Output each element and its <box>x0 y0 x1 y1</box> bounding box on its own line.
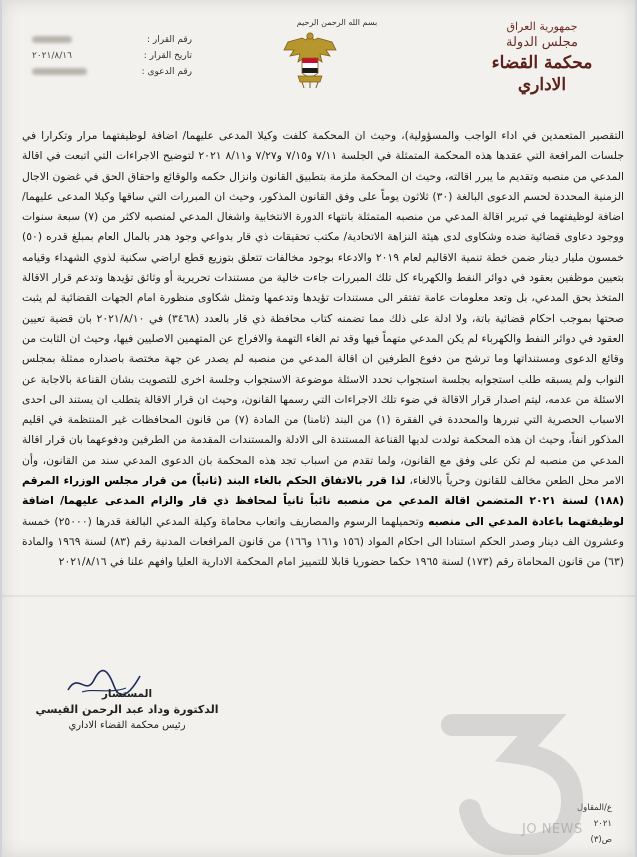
case-number-row <box>32 64 192 80</box>
ruling-text-closing: وتحميلهما الرسوم والمصاريف واتعاب محاماة وكيلة المدعي البالغة قدرها (٢٥٠٠٠) خمسة وعشرون الف دينار وصدر الحكم استنادا الى احكام المواد (١٥٦ و١٦١ و١٦٦) من قانون المرافعات المدنية رقم (٨٣) لسنة ١٩٦٩ والمادة (٦٣) من قانون المحاماة رقم (١٧٣) لسنة ١٩٦٥ حكما حضوريا قابلا للتمييز امام المحكمة الادارية العليا وافهم علنا في ٢٠٢١/٨/١٦ <box>22 514 624 569</box>
footer-ref: ع/المقاول <box>577 803 612 813</box>
paper-fold <box>2 595 635 597</box>
document-page <box>2 0 635 857</box>
page-number: ص(٣) <box>590 835 612 845</box>
basmala: بسم الله الرحمن الرحيم <box>296 18 378 27</box>
signatory-position: رئيس محكمة القضاء الاداري <box>68 720 186 731</box>
footer-year: ٢٠٢١ <box>593 819 612 829</box>
decision-date-value: ٢٠٢١/٨/١٦ <box>32 51 72 61</box>
court-header <box>467 20 617 96</box>
org-line-2: مجلس الدولة <box>506 35 578 50</box>
ruling-body <box>22 126 624 573</box>
signature-block <box>32 686 222 734</box>
org-line-3: محكمة القضاء الاداري <box>491 53 593 95</box>
decision-meta <box>32 32 192 80</box>
org-line-1: جمهورية العراق <box>506 20 578 33</box>
decision-number-value <box>32 32 117 48</box>
signatory-name: الدكتورة وداد عبد الرحمن القيسي <box>35 703 219 716</box>
watermark-text: JO NEWS <box>522 822 583 837</box>
ruling-text-intro: التقصير المتعمدين في اداء الواجب والمسؤولية)، وحيث ان المحكمة كلفت وكيلا المدعى عليهما/ اضافة لوظيفتهما مرار وتكرارا في جلسات المرافعة التي عقدها هذه المحكمة المتمثلة في الجلسة ٧/١١ و٧/١٥ و٧/٢٧ و٨/١١ ٢٠٢١ لتوضيح الاجراءات التي اتبعت في اقالة المدعي من منصبه وتقديم ما يبرر اقالته، وحيث ان المحكمة ملزمة بتطبيق القانون وانزال حكمه والوقائع واحقاق الحق في غضون الاجال الزمنية المحددة لحسم الدعوى البالغة (٣٠) ثلاثون يوماً على وفق القانون المذكور، وحيث ان المبررات التي ساقها وكيلا المدعى عليهما/ اضافة لوظيفتهما في تبرير اقالة المدعي من منصبه المتمثلة بانتهاء الدورة الانتخابية واشغال المدعي لمنصبه لاكثر من (٧) سبعة سنوات ووجود دعاوى قضائية ضده وشكاوى لدى هيئة النزاهة الاتحادية/ مكتب تحقيقات ذي قار بدواعي وجود هدر بالمال العام بمبلغ قدره (٥٠) خمسون مليار دينار ضمن خطة تنمية الاقاليم لعام ٢٠١٩ والادعاء بوجود مخالفات تتعلق بتوزيع قطع اراضي سكنية لذوي الشهداء وقيامه بتعيين موظفين بعقود في دوائر النفط والكهرباء كل تلك المبررات جاءت خالية من مستندات تحريرية أو وثائق تؤيدها وتدعم قرار الاقالة المتخذ بحق المدعي، بل وتعد معلومات عامة تفتقر الى مستندات تؤيدها وتدعمها وتمثل شكاوى منظورة امام الجهات القضائية لم يثبت صحتها بموجب احكام قضائية باتة، ولا ادلة على ذلك مما تضمنه كتاب محافظة ذي قار بالعدد (٣٤٦٨) في ٢٠٢١/٨/١٠ بان قضية تعيين العقود في دوائر النفط والكهرباء لم يكن المدعي متهماً فيها وقد تم الغاء التهمة والافراج عن المتهمين الاصليين فيها، وحيث ان الثابت من وقائع الدعوى ومستنداتها وما ترشح من دفوع الطرفين ان اقالة المدعي من منصبه لم يصدر عن جهة مختصة باصداره ممثلة بمجلس النواب ولم يسبقه طلب استجوابه بجلسة استجواب تحدد الاسئلة موضوعة الاستجواب وجلسة اخرى للتصويت بشان القناعة بالاجابة عن الاسئلة من عدمه، ليتم اصدار قرار الاقالة في ضوء تلك الاجراءات التي رسمها القانون، وحيث ان قرار الاقالة يتطلب ان يستند الى احدى الاسباب الحصرية التي تبررها والمحددة في الفقرة (١) من البند (ثامنا) من المادة (٧) من قانون المحافظات غير المنتظمة في اقليم المذكور انفاً، وحيث ان هذه المحكمة تولدت لديها القناعة المستندة الى الادلة والمستندات المقدمة من الطرفين ودفوعهما بان قرار اقالة المدعي من منصبه لم تكن على وفق مع القانون، ولما تقدم من اسباب تجد هذه المحكمة بان الدعوى المدعي سند من القانون، وأن الامر محل الطعن مخالف للقانون وحرياً بالالغاء، <box>22 129 625 488</box>
case-number-value <box>32 64 117 80</box>
signatory-title: المستشار <box>101 688 153 700</box>
decision-date-label: تاريخ القرار : <box>143 51 192 61</box>
decision-date-row <box>32 48 192 64</box>
ruling-verdict-bold: لذا قرر بالاتفاق الحكم بالغاء البند (ثانياً) من قرار مجلس الوزراء المرقم (١٨٨) لسنة ٢٠٢١ المتضمن اقالة المدعي من منصبه نائباً ثانياً لمحافظ ذي قار والزام المدعى عليهما/ اضافة لوظيفتهما باعادة المدعي الى منصبه <box>22 474 624 528</box>
decision-number-row <box>32 32 192 48</box>
iraq-eagle-emblem-icon <box>282 28 338 90</box>
case-number-label: رقم الدعوى : <box>141 67 192 77</box>
decision-number-label: رقم القرار : <box>147 35 192 45</box>
